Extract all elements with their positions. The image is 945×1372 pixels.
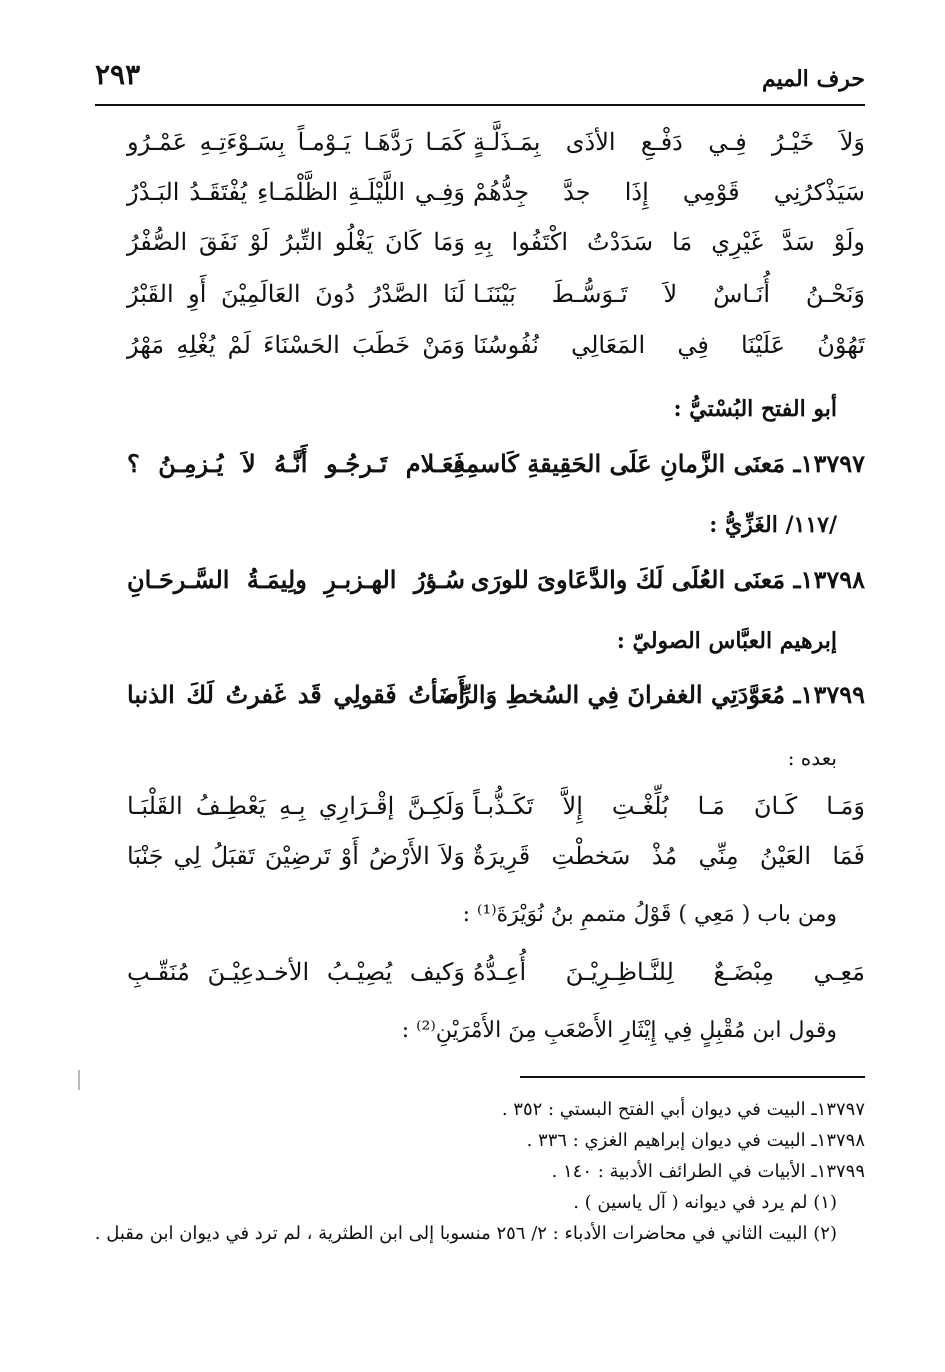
page-header xyxy=(95,52,865,96)
verse-first-hemistich: وَنَحْـنُ أُنَـاسٌ لاَ تَـوَسُّـطَ بَيْنَنَـا xyxy=(473,280,865,308)
verse-second-hemistich: وَفِـي اللَّيْلَـةِ الظَّلْمَـاءِ يُفْتَقَـدُ البَـدْرُ xyxy=(127,178,465,206)
prose-row xyxy=(95,1018,865,1064)
verse-line xyxy=(95,178,865,224)
verse-13799 xyxy=(95,680,865,726)
verse-second-hemistich: وَمَا كَانَ يَغْلُو التِّبرُ لَوْ نَفَقَ الصُّفْرُ xyxy=(127,228,465,256)
verse-line xyxy=(95,792,865,838)
verse-second-hemistich: وَمَنْ خَطَبَ الحَسْنَاءَ لَمْ يُغْلِهِ مَهْرُ xyxy=(127,331,465,359)
poet-heading-row xyxy=(95,628,865,674)
poet-heading: /١١٧/ الغَزِّيُّ : xyxy=(709,512,837,538)
poet-heading-row xyxy=(95,512,865,558)
footnotes xyxy=(80,1094,865,1249)
verse-first-hemistich: وَلاَ خَيْـرُ فِـي دَفْـعِ الأذَى بِمَـذَلَّـةٍ xyxy=(473,128,865,156)
verse-first-hemistich: مَعِـي مِبْضَـعٌ لِلنَّـاظِـرِيْـنَ أُعِـدُّهُ xyxy=(473,958,865,986)
verse-line xyxy=(95,842,865,888)
footnote-rule xyxy=(520,1076,865,1078)
footnote: ١٣٧٩٨ـ البيت في ديوان إبراهيم الغزي : ٣٣٦ . xyxy=(526,1130,865,1151)
verse-second-hemistich: فَعَـلام تَـرجُـو أَنَّـهُ لاَ يُـزمِـنُ ؟ xyxy=(127,449,465,478)
verse-line xyxy=(95,128,865,174)
verse-first-hemistich: تَهُوْنُ عَلَيْنَا فِي المَعَالِي نُفُوسُنَا xyxy=(473,331,865,359)
prose-line: وقول ابن مُقْبِلٍ فِي إِيْثَارِ الأَصْعَبِ مِنَ الأَمْرَيْنِ⁽²⁾ : xyxy=(401,1018,837,1043)
footnote: (١) لم يرد في ديوانه ( آل ياسين ) . xyxy=(573,1192,837,1213)
running-head: حرف الميم xyxy=(761,66,865,92)
poet-heading-row xyxy=(95,396,865,442)
poet-heading: أبو الفتح البُسْتيُّ : xyxy=(673,396,837,422)
verse-line xyxy=(95,958,865,1004)
prose-line: ومن باب ( مَعِي ) قَوْلُ متممِ بنُ نُوَيْرَةَ⁽¹⁾ : xyxy=(462,902,837,927)
header-rule xyxy=(95,104,865,106)
poet-heading: إبرهيم العبَّاس الصوليّ : xyxy=(616,628,837,654)
verse-second-hemistich: أَسأتُ فَقولِي قَد غَفرتُ لَكَ الذنبا xyxy=(127,680,465,709)
footnote: ١٣٧٩٧ـ البيت في ديوان أبي الفتح البستي : ٣٥٢ . xyxy=(501,1099,865,1120)
verse-first-hemistich: ١٣٧٩٩ـ مُعَوَّدَتِي الغفرانَ فِي السُخطِ وَالرِّضَا xyxy=(430,680,865,709)
footnote: ١٣٧٩٩ـ الأبيات في الطرائف الأدبية : ١٤٠ . xyxy=(551,1161,865,1182)
after-label: بعده : xyxy=(787,746,837,770)
verse-second-hemistich: سُـؤرُ الهـزبـرِ ولِيمَـةُ السَّـرحَـانِ xyxy=(127,565,465,594)
verse-first-hemistich: ١٣٧٩٧ـ مَعنَى الزَّمانِ عَلَى الحَقِيقةِ كَاسمِهِ xyxy=(453,449,865,478)
verse-line xyxy=(95,331,865,377)
verse-first-hemistich: فَمَا العَيْنُ مِنِّي مُذْ سَخطْتِ قَرِيرَةٌ xyxy=(473,842,865,870)
page-number: ٢٩٣ xyxy=(95,58,141,91)
verse-13798 xyxy=(95,565,865,611)
verse-first-hemistich: ١٣٧٩٨ـ مَعنَى العُلَى لَكَ والدَّعَاوىَ للورَى xyxy=(470,565,865,594)
verse-second-hemistich: لَنَا الصَّدْرُ دُونَ العَالَمِيْنَ أَوِ القَبْرُ xyxy=(127,280,465,308)
verse-13797 xyxy=(95,449,865,495)
verse-first-hemistich: ولَوْ سَدَّ غَيْرِي مَا سَدَدْتُ اكْتَفُوا بِهِ xyxy=(473,228,865,256)
prose-row xyxy=(95,902,865,948)
verse-second-hemistich: كَمَـا رَدَّهَـا يَـوْمـاً بِسَـوْءَتِـهِ عَمْـرُو xyxy=(127,128,465,156)
verse-line xyxy=(95,228,865,274)
verse-first-hemistich: وَمَـا كَـانَ مَـا بُلِّغْـتِ إِلاَّ تَكَـذُّبـاً xyxy=(473,792,865,820)
after-label-row xyxy=(95,746,865,792)
verse-second-hemistich: وَكيف يُصِيْـبُ الأخـدعِيْـنَ مُنَقّـبِ xyxy=(127,958,465,986)
verse-line xyxy=(95,280,865,326)
footnote: (٢) البيت الثاني في محاضرات الأدباء : ٢/ ٢٥٦ منسوبا إلى ابن الطثرية ، لم ترد في ديوان ابن مقبل . xyxy=(94,1223,837,1244)
verse-first-hemistich: سَيَذْكرُنِي قَوْمِي إِذَا جدَّ جِدُّهُمْ xyxy=(473,178,865,206)
verse-second-hemistich: وَلَكِـنَّ إقْـرَارِي بِـهِ يَعْطِـفُ القَلْبَـا xyxy=(127,792,465,820)
verse-second-hemistich: وَلاَ الأَرْضُ أَوْ تَرضِيْنَ تَقبَلُ لِي جَنْبَا xyxy=(127,842,465,870)
margin-mark xyxy=(78,1070,80,1090)
